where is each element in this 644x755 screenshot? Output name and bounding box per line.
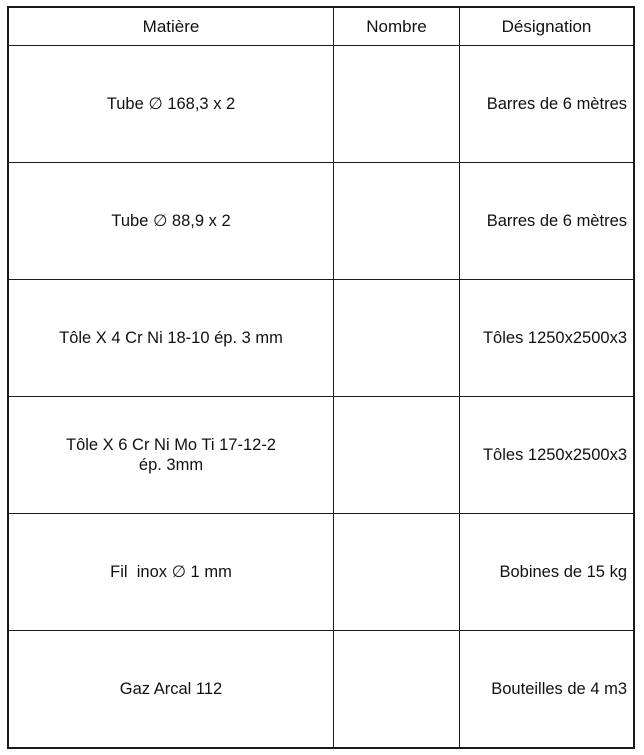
material-text: Fil inox ∅ 1 mm bbox=[110, 563, 232, 581]
quantity-cell bbox=[334, 163, 460, 280]
header-designation: Désignation bbox=[460, 8, 634, 46]
materials-table bbox=[8, 7, 634, 748]
designation-cell: Tôles 1250x2500x3 bbox=[460, 397, 634, 514]
material-cell bbox=[9, 46, 334, 163]
material-cell bbox=[9, 163, 334, 280]
quantity-cell bbox=[334, 514, 460, 631]
designation-cell: Bouteilles de 4 m3 bbox=[460, 631, 634, 748]
header-row bbox=[9, 8, 634, 46]
material-cell bbox=[9, 280, 334, 397]
table-row bbox=[9, 514, 634, 631]
material-text: Tube ∅ 88,9 x 2 bbox=[111, 212, 231, 230]
designation-cell: Tôles 1250x2500x3 bbox=[460, 280, 634, 397]
material-text: Tube ∅ 168,3 x 2 bbox=[106, 95, 236, 113]
designation-cell: Barres de 6 mètres bbox=[460, 46, 634, 163]
quantity-cell bbox=[334, 397, 460, 514]
designation-cell: Bobines de 15 kg bbox=[460, 514, 634, 631]
materials-sheet bbox=[7, 6, 635, 749]
table-header bbox=[9, 8, 634, 46]
material-cell bbox=[9, 514, 334, 631]
material-text: Tôle X 6 Cr Ni Mo Ti 17-12-2 bbox=[66, 436, 276, 454]
header-quantity: Nombre bbox=[334, 8, 460, 46]
material-cell bbox=[9, 631, 334, 748]
table-row bbox=[9, 280, 634, 397]
header-material: Matière bbox=[9, 8, 334, 46]
table-body bbox=[9, 46, 634, 748]
quantity-cell bbox=[334, 280, 460, 397]
material-text: Tôle X 4 Cr Ni 18-10 ép. 3 mm bbox=[59, 329, 283, 347]
material-cell bbox=[9, 397, 334, 514]
designation-cell: Barres de 6 mètres bbox=[460, 163, 634, 280]
table-row bbox=[9, 163, 634, 280]
table-row bbox=[9, 631, 634, 748]
quantity-cell bbox=[334, 631, 460, 748]
table-row bbox=[9, 397, 634, 514]
material-text: Gaz Arcal 112 bbox=[119, 680, 223, 698]
material-text-line-2: ép. 3mm bbox=[138, 456, 204, 474]
table-row bbox=[9, 46, 634, 163]
quantity-cell bbox=[334, 46, 460, 163]
